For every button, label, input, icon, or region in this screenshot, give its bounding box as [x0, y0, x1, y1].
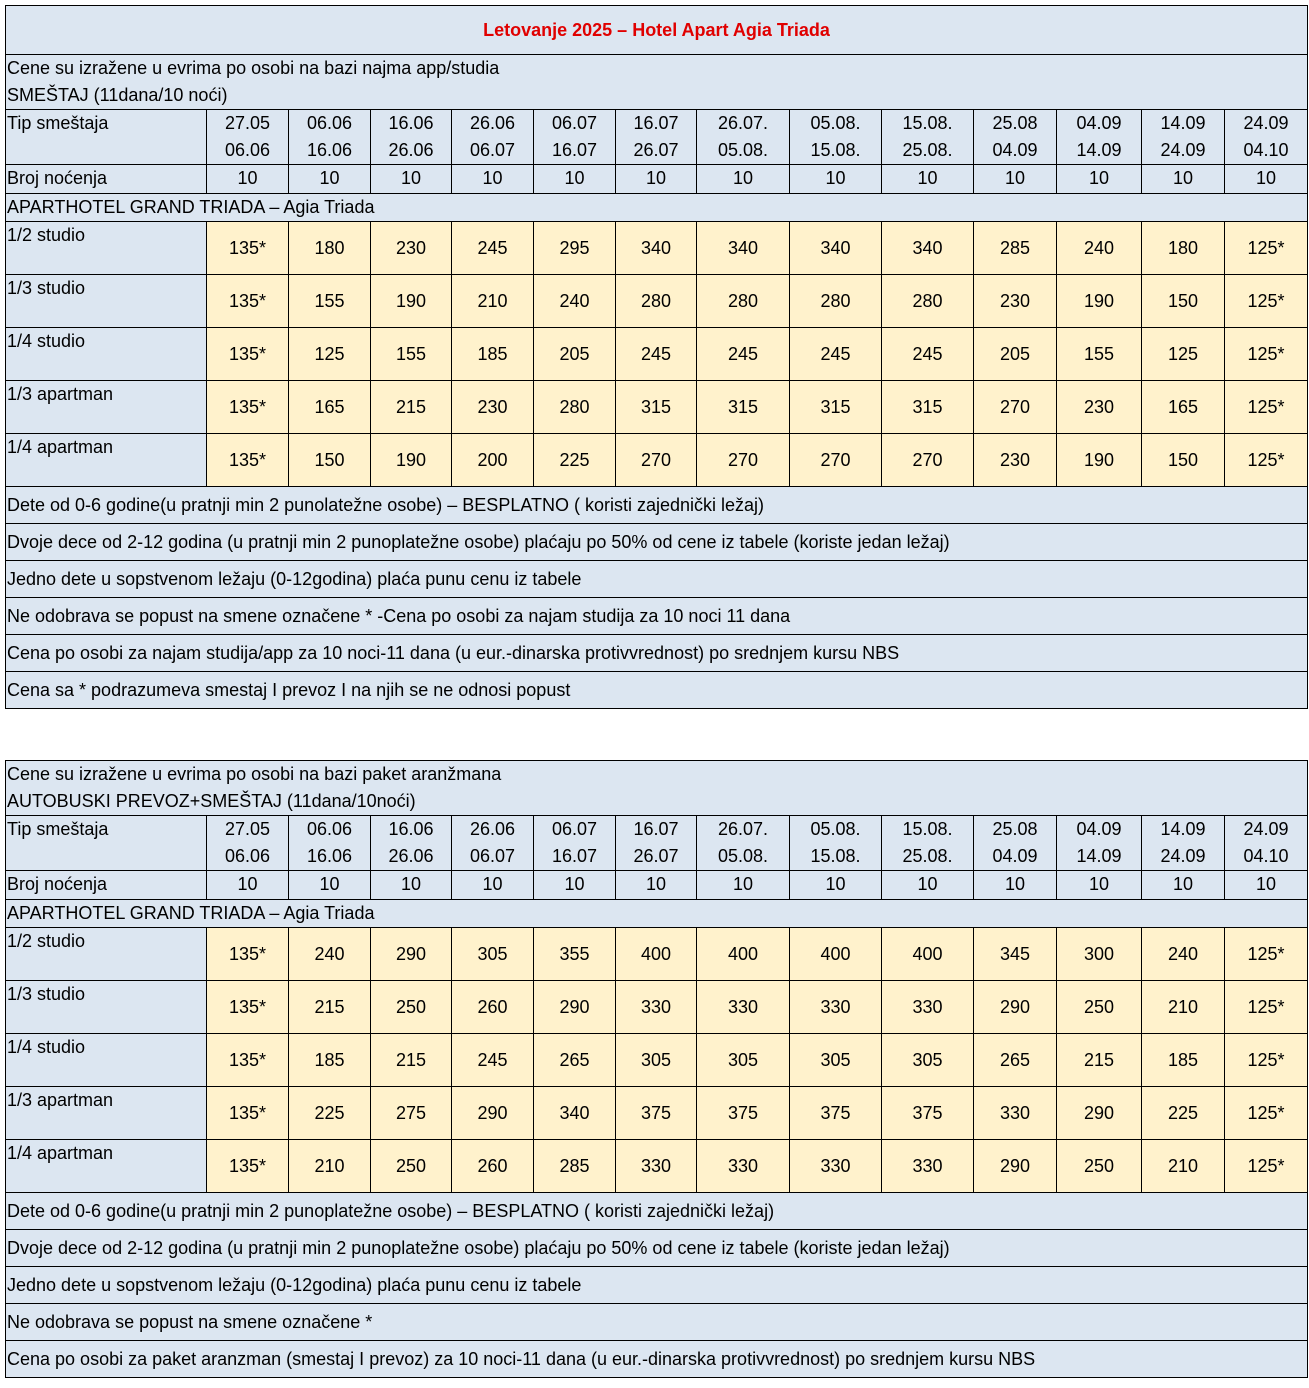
nights-label: Broj noćenja [6, 871, 207, 900]
period-end: 06.07 [469, 846, 516, 866]
price-cell: 400 [882, 928, 974, 981]
room-type-label: 1/4 apartman [6, 434, 207, 487]
price-row [6, 1034, 1308, 1087]
period-end: 16.07 [551, 140, 598, 160]
price-cell: 230 [974, 275, 1057, 328]
price-cell: 135* [207, 1087, 289, 1140]
price-cell: 150 [1142, 434, 1225, 487]
price-cell: 210 [1142, 1140, 1225, 1193]
price-cell: 250 [1057, 1140, 1142, 1193]
period-start: 16.07 [633, 819, 679, 839]
price-cell: 125 [289, 328, 371, 381]
price-cell: 135* [207, 328, 289, 381]
nights-value: 10 [1142, 871, 1225, 900]
price-cell: 135* [207, 981, 289, 1034]
stay-duration-label: AUTOBUSKI PREVOZ+SMEŠTAJ (11dana/10noći) [6, 788, 1308, 816]
price-row [6, 275, 1308, 328]
nights-value: 10 [616, 165, 697, 194]
period-header [289, 110, 371, 165]
nights-value: 10 [1057, 165, 1142, 194]
price-cell: 305 [616, 1034, 697, 1087]
price-cell: 305 [790, 1034, 882, 1087]
period-header [697, 110, 790, 165]
price-cell: 125* [1225, 222, 1308, 275]
price-cell: 125* [1225, 434, 1308, 487]
price-cell: 280 [790, 275, 882, 328]
nights-value: 10 [289, 165, 371, 194]
period-header [1225, 816, 1308, 871]
price-cell: 155 [289, 275, 371, 328]
price-cell: 330 [790, 1140, 882, 1193]
price-cell: 125* [1225, 275, 1308, 328]
period-end: 06.07 [469, 140, 516, 160]
nights-value: 10 [790, 871, 882, 900]
nights-value: 10 [452, 165, 534, 194]
price-cell: 200 [452, 434, 534, 487]
price-cell: 135* [207, 381, 289, 434]
price-cell: 185 [289, 1034, 371, 1087]
period-end: 06.06 [224, 846, 271, 866]
price-cell: 270 [616, 434, 697, 487]
price-cell: 225 [1142, 1087, 1225, 1140]
condition-note: Dete od 0-6 godine(u pratnji min 2 punoplatežne osobe) – BESPLATNO ( koristi zajednički ležaj) [6, 1193, 1308, 1230]
room-type-label: 1/3 studio [6, 275, 207, 328]
price-cell: 375 [882, 1087, 974, 1140]
price-cell: 180 [289, 222, 371, 275]
condition-note: Cena sa * podrazumeva smestaj I prevoz I na njih se ne odnosi popust [6, 672, 1308, 709]
nights-value: 10 [1225, 871, 1308, 900]
price-cell: 125* [1225, 381, 1308, 434]
period-start: 26.06 [469, 113, 516, 133]
room-type-label: 1/3 apartman [6, 1087, 207, 1140]
price-cell: 215 [371, 381, 452, 434]
period-end: 25.08. [902, 846, 953, 866]
period-start: 16.06 [388, 113, 434, 133]
period-header [882, 816, 974, 871]
period-end: 14.09 [1076, 140, 1122, 160]
price-cell: 125* [1225, 328, 1308, 381]
period-start: 24.09 [1243, 113, 1289, 133]
accommodation-type-header: Tip smeštaja [6, 110, 207, 165]
period-start: 26.07. [717, 819, 769, 839]
nights-label: Broj noćenja [6, 165, 207, 194]
nights-value: 10 [452, 871, 534, 900]
price-cell: 290 [534, 981, 616, 1034]
price-cell: 210 [289, 1140, 371, 1193]
price-cell: 125* [1225, 1034, 1308, 1087]
price-cell: 280 [534, 381, 616, 434]
nights-value: 10 [1057, 871, 1142, 900]
page-title: Letovanje 2025 – Hotel Apart Agia Triada [6, 6, 1308, 55]
price-row [6, 1087, 1308, 1140]
price-cell: 305 [697, 1034, 790, 1087]
period-header [371, 816, 452, 871]
price-cell: 210 [1142, 981, 1225, 1034]
price-cell: 150 [289, 434, 371, 487]
price-cell: 265 [534, 1034, 616, 1087]
price-cell: 190 [371, 275, 452, 328]
nights-value: 10 [616, 871, 697, 900]
period-end: 16.07 [551, 846, 598, 866]
price-cell: 270 [974, 381, 1057, 434]
price-cell: 355 [534, 928, 616, 981]
room-type-label: 1/2 studio [6, 222, 207, 275]
nights-value: 10 [697, 165, 790, 194]
stay-duration-label: SMEŠTAJ (11dana/10 noći) [6, 82, 1308, 110]
price-cell: 330 [616, 1140, 697, 1193]
period-start: 26.07. [717, 113, 769, 133]
price-cell: 180 [1142, 222, 1225, 275]
price-cell: 290 [371, 928, 452, 981]
price-cell: 270 [882, 434, 974, 487]
price-cell: 330 [697, 981, 790, 1034]
room-type-label: 1/2 studio [6, 928, 207, 981]
room-type-label: 1/4 studio [6, 328, 207, 381]
accommodation-price-table [5, 5, 1308, 709]
period-header [974, 110, 1057, 165]
period-header [452, 816, 534, 871]
condition-note: Jedno dete u sopstvenom ležaju (0-12godina) plaća punu cenu iz tabele [6, 1267, 1308, 1304]
price-cell: 280 [882, 275, 974, 328]
period-start: 14.09 [1160, 819, 1206, 839]
price-cell: 285 [534, 1140, 616, 1193]
period-header [790, 110, 882, 165]
price-cell: 340 [790, 222, 882, 275]
price-cell: 300 [1057, 928, 1142, 981]
period-header [616, 816, 697, 871]
price-cell: 125* [1225, 928, 1308, 981]
price-cell: 155 [1057, 328, 1142, 381]
price-cell: 230 [974, 434, 1057, 487]
price-cell: 245 [882, 328, 974, 381]
period-start: 06.07 [551, 819, 598, 839]
period-header [1142, 110, 1225, 165]
price-cell: 260 [452, 1140, 534, 1193]
period-start: 16.07 [633, 113, 679, 133]
price-cell: 190 [1057, 434, 1142, 487]
price-cell: 250 [371, 981, 452, 1034]
price-cell: 245 [790, 328, 882, 381]
price-cell: 340 [616, 222, 697, 275]
period-start: 06.06 [306, 819, 353, 839]
nights-value: 10 [974, 165, 1057, 194]
period-end: 06.06 [224, 140, 271, 160]
nights-value: 10 [697, 871, 790, 900]
condition-note: Jedno dete u sopstvenom ležaju (0-12godina) plaća punu cenu iz tabele [6, 561, 1308, 598]
price-cell: 245 [452, 222, 534, 275]
price-cell: 155 [371, 328, 452, 381]
price-basis-note: Cene su izražene u evrima po osobi na bazi najma app/studia [6, 55, 1308, 83]
nights-value: 10 [882, 871, 974, 900]
nights-value: 10 [974, 871, 1057, 900]
period-end: 04.09 [992, 846, 1038, 866]
period-start: 15.08. [902, 113, 953, 133]
price-cell: 400 [697, 928, 790, 981]
condition-note: Cena po osobi za najam studija/app za 10 noci-11 dana (u eur.-dinarska protivvrednost) po srednjem kursu NBS [6, 635, 1308, 672]
price-cell: 250 [371, 1140, 452, 1193]
price-cell: 305 [882, 1034, 974, 1087]
price-cell: 135* [207, 434, 289, 487]
price-cell: 135* [207, 928, 289, 981]
price-cell: 230 [1057, 381, 1142, 434]
period-header [697, 816, 790, 871]
period-end: 16.06 [306, 846, 353, 866]
period-start: 26.06 [469, 819, 516, 839]
nights-value: 10 [207, 871, 289, 900]
period-header [534, 110, 616, 165]
price-cell: 185 [452, 328, 534, 381]
period-header [534, 816, 616, 871]
price-basis-note: Cene su izražene u evrima po osobi na bazi paket aranžmana [6, 761, 1308, 789]
price-cell: 315 [697, 381, 790, 434]
period-end: 26.06 [388, 140, 434, 160]
period-start: 06.07 [551, 113, 598, 133]
price-cell: 150 [1142, 275, 1225, 328]
period-header [207, 110, 289, 165]
price-cell: 135* [207, 275, 289, 328]
price-cell: 225 [289, 1087, 371, 1140]
price-cell: 230 [371, 222, 452, 275]
price-cell: 240 [534, 275, 616, 328]
price-cell: 375 [616, 1087, 697, 1140]
period-end: 26.06 [388, 846, 434, 866]
period-end: 24.09 [1160, 846, 1206, 866]
price-row [6, 928, 1308, 981]
hotel-name: APARTHOTEL GRAND TRIADA – Agia Triada [6, 194, 1308, 222]
condition-note: Dete od 0-6 godine(u pratnji min 2 punolatežne osobe) – BESPLATNO ( koristi zajednički ležaj) [6, 487, 1308, 524]
price-cell: 190 [1057, 275, 1142, 328]
hotel-name: APARTHOTEL GRAND TRIADA – Agia Triada [6, 900, 1308, 928]
price-cell: 190 [371, 434, 452, 487]
period-start: 14.09 [1160, 113, 1206, 133]
price-cell: 375 [790, 1087, 882, 1140]
price-cell: 330 [882, 1140, 974, 1193]
price-cell: 330 [697, 1140, 790, 1193]
period-header [1225, 110, 1308, 165]
price-row [6, 981, 1308, 1034]
period-end: 25.08. [902, 140, 953, 160]
price-cell: 280 [697, 275, 790, 328]
condition-note: Dvoje dece od 2-12 godina (u pratnji min 2 punoplatežne osobe) plaćaju po 50% od cene iz tabele (koriste jedan ležaj) [6, 524, 1308, 561]
price-cell: 340 [697, 222, 790, 275]
period-end: 04.10 [1243, 846, 1289, 866]
nights-value: 10 [207, 165, 289, 194]
period-header [1057, 816, 1142, 871]
period-start: 04.09 [1076, 113, 1122, 133]
condition-note: Cena po osobi za paket aranzman (smestaj I prevoz) za 10 noci-11 dana (u eur.-dinarska protivvrednost) po srednjem kursu NBS [6, 1341, 1308, 1378]
period-start: 16.06 [388, 819, 434, 839]
price-cell: 245 [697, 328, 790, 381]
price-cell: 260 [452, 981, 534, 1034]
price-cell: 125* [1225, 1140, 1308, 1193]
price-cell: 185 [1142, 1034, 1225, 1087]
period-start: 27.05 [224, 113, 271, 133]
price-cell: 210 [452, 275, 534, 328]
price-cell: 125* [1225, 981, 1308, 1034]
period-end: 04.09 [992, 140, 1038, 160]
period-header [207, 816, 289, 871]
period-start: 05.08. [810, 819, 861, 839]
nights-value: 10 [371, 871, 452, 900]
period-header [790, 816, 882, 871]
period-header [882, 110, 974, 165]
price-cell: 340 [534, 1087, 616, 1140]
period-end: 24.09 [1160, 140, 1206, 160]
price-cell: 345 [974, 928, 1057, 981]
price-row [6, 434, 1308, 487]
price-cell: 135* [207, 222, 289, 275]
nights-value: 10 [1225, 165, 1308, 194]
nights-value: 10 [534, 871, 616, 900]
period-start: 05.08. [810, 113, 861, 133]
price-cell: 315 [882, 381, 974, 434]
price-cell: 205 [534, 328, 616, 381]
period-header [1057, 110, 1142, 165]
period-header [289, 816, 371, 871]
period-start: 27.05 [224, 819, 271, 839]
price-cell: 240 [1057, 222, 1142, 275]
price-cell: 165 [289, 381, 371, 434]
price-cell: 230 [452, 381, 534, 434]
price-cell: 215 [289, 981, 371, 1034]
period-end: 26.07 [633, 846, 679, 866]
nights-value: 10 [371, 165, 452, 194]
price-cell: 280 [616, 275, 697, 328]
condition-note: Ne odobrava se popust na smene označene * -Cena po osobi za najam studija za 10 noci 11 dana [6, 598, 1308, 635]
period-header [974, 816, 1057, 871]
period-end: 05.08. [717, 846, 769, 866]
period-start: 15.08. [902, 819, 953, 839]
price-cell: 330 [882, 981, 974, 1034]
price-cell: 205 [974, 328, 1057, 381]
price-cell: 240 [289, 928, 371, 981]
period-header [616, 110, 697, 165]
price-cell: 270 [697, 434, 790, 487]
nights-value: 10 [534, 165, 616, 194]
price-row [6, 381, 1308, 434]
price-row [6, 1140, 1308, 1193]
price-cell: 135* [207, 1140, 289, 1193]
period-header [1142, 816, 1225, 871]
period-end: 16.06 [306, 140, 353, 160]
price-cell: 315 [790, 381, 882, 434]
nights-value: 10 [882, 165, 974, 194]
period-start: 25.08 [992, 113, 1038, 133]
price-cell: 125* [1225, 1087, 1308, 1140]
price-cell: 400 [790, 928, 882, 981]
price-cell: 215 [1057, 1034, 1142, 1087]
price-cell: 290 [974, 1140, 1057, 1193]
price-row [6, 328, 1308, 381]
price-cell: 245 [616, 328, 697, 381]
room-type-label: 1/3 studio [6, 981, 207, 1034]
price-cell: 295 [534, 222, 616, 275]
price-cell: 225 [534, 434, 616, 487]
room-type-label: 1/4 apartman [6, 1140, 207, 1193]
price-cell: 250 [1057, 981, 1142, 1034]
period-start: 04.09 [1076, 819, 1122, 839]
package-price-table [5, 760, 1308, 1378]
room-type-label: 1/4 studio [6, 1034, 207, 1087]
period-end: 04.10 [1243, 140, 1289, 160]
price-cell: 125 [1142, 328, 1225, 381]
price-cell: 270 [790, 434, 882, 487]
period-end: 15.08. [810, 846, 861, 866]
period-end: 14.09 [1076, 846, 1122, 866]
period-header [371, 110, 452, 165]
price-cell: 245 [452, 1034, 534, 1087]
period-start: 24.09 [1243, 819, 1289, 839]
price-cell: 240 [1142, 928, 1225, 981]
condition-note: Dvoje dece od 2-12 godina (u pratnji min 2 punoplatežne osobe) plaćaju po 50% od cene iz tabele (koriste jedan ležaj) [6, 1230, 1308, 1267]
price-cell: 330 [790, 981, 882, 1034]
price-cell: 165 [1142, 381, 1225, 434]
price-cell: 265 [974, 1034, 1057, 1087]
price-cell: 290 [974, 981, 1057, 1034]
condition-note: Ne odobrava se popust na smene označene * [6, 1304, 1308, 1341]
nights-value: 10 [289, 871, 371, 900]
price-cell: 400 [616, 928, 697, 981]
price-cell: 315 [616, 381, 697, 434]
period-end: 26.07 [633, 140, 679, 160]
price-cell: 215 [371, 1034, 452, 1087]
period-start: 06.06 [306, 113, 353, 133]
room-type-label: 1/3 apartman [6, 381, 207, 434]
nights-value: 10 [790, 165, 882, 194]
period-header [452, 110, 534, 165]
period-end: 05.08. [717, 140, 769, 160]
price-cell: 290 [452, 1087, 534, 1140]
price-row [6, 222, 1308, 275]
period-start: 25.08 [992, 819, 1038, 839]
price-cell: 275 [371, 1087, 452, 1140]
nights-value: 10 [1142, 165, 1225, 194]
price-cell: 375 [697, 1087, 790, 1140]
price-cell: 290 [1057, 1087, 1142, 1140]
price-cell: 340 [882, 222, 974, 275]
accommodation-type-header: Tip smeštaja [6, 816, 207, 871]
period-end: 15.08. [810, 140, 861, 160]
price-cell: 330 [974, 1087, 1057, 1140]
price-cell: 135* [207, 1034, 289, 1087]
price-cell: 285 [974, 222, 1057, 275]
price-cell: 305 [452, 928, 534, 981]
price-cell: 330 [616, 981, 697, 1034]
